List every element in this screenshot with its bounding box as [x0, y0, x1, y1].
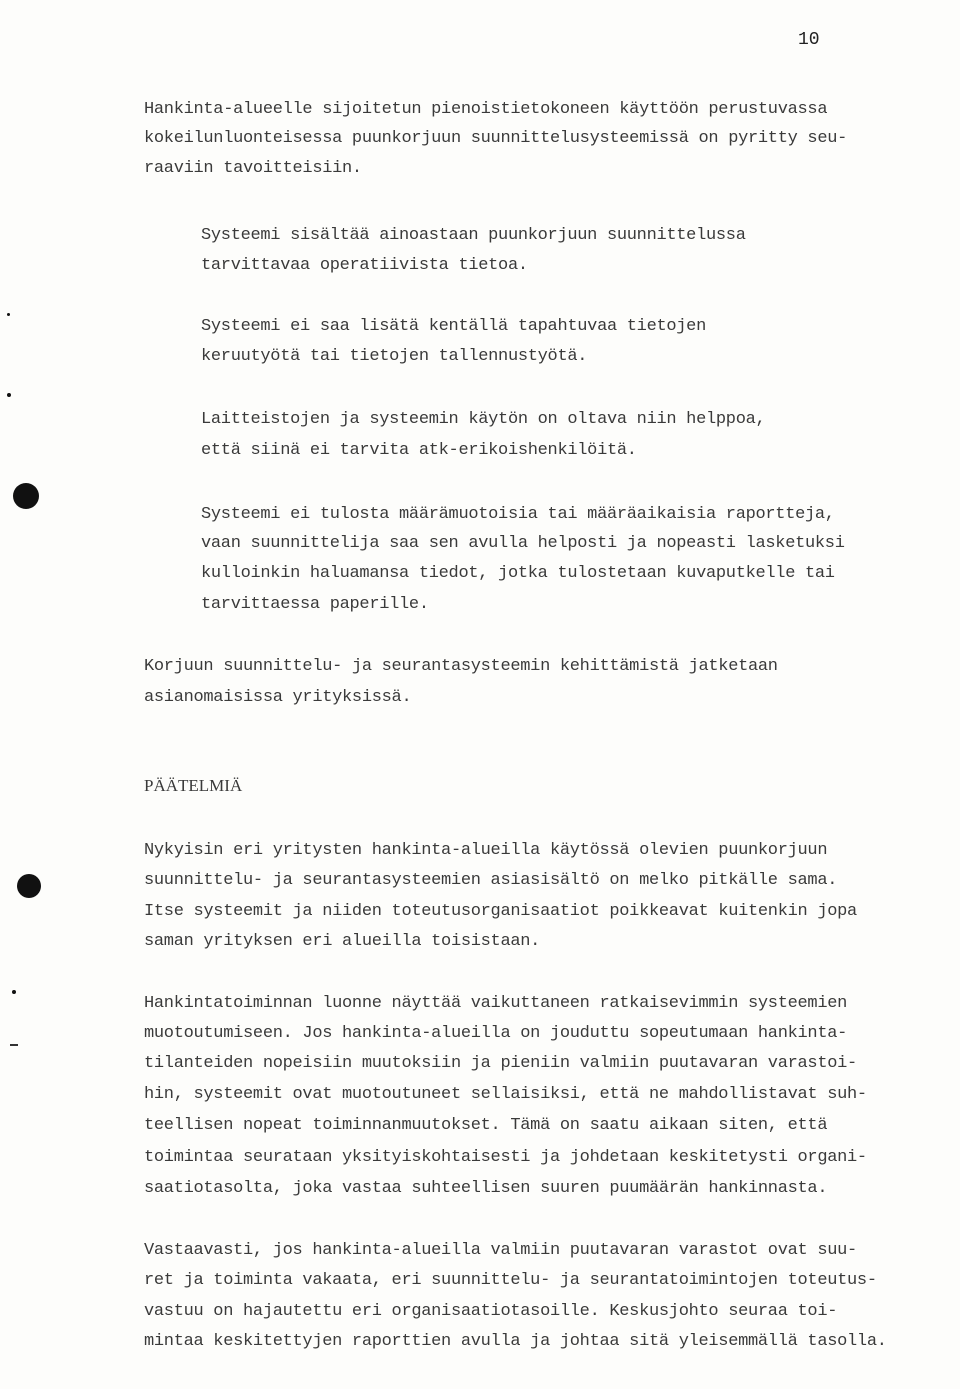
page-number: 10 [798, 30, 820, 50]
text-line: Laitteistojen ja systeemin käytön on oltava niin helppoa, [201, 410, 766, 429]
text-line: tilanteiden nopeisiin muutoksiin ja pieniin valmiin puutavaran varastoi- [144, 1054, 857, 1073]
text-line: teellisen nopeat toiminnanmuutokset. Tämä on saatu aikaan siten, että [144, 1116, 828, 1135]
text-line: Hankinta-alueelle sijoitetun pienoistietokoneen käyttöön perustuvassa [144, 100, 828, 119]
text-line: mintaa keskitettyjen raporttien avulla ja johtaa sitä yleisemmällä tasolla. [144, 1332, 887, 1351]
text-line: muotoutumiseen. Jos hankinta-alueilla on jouduttu sopeutumaan hankinta- [144, 1024, 848, 1043]
text-line: keruutyötä tai tietojen tallennustyötä. [201, 347, 588, 366]
text-line: vaan suunnittelija saa sen avulla helposti ja nopeasti lasketuksi [201, 534, 845, 553]
text-line: ret ja toiminta vakaata, eri suunnittelu- ja seurantatoimintojen toteutus- [144, 1271, 877, 1290]
scan-speck [12, 990, 16, 994]
text-line: Hankintatoiminnan luonne näyttää vaikuttaneen ratkaisevimmin systeemien [144, 994, 848, 1013]
binding-hole-top [13, 483, 39, 509]
text-line: tarvittavaa operatiivista tietoa. [201, 256, 528, 275]
text-line: hin, systeemit ovat muotoutuneet sellaisiksi, että ne mahdollistavat suh- [144, 1085, 867, 1104]
text-line: kulloinkin haluamansa tiedot, jotka tulostetaan kuvaputkelle tai [201, 564, 835, 583]
binding-hole-bottom [17, 874, 41, 898]
section-heading: PÄÄTELMIÄ [144, 776, 243, 795]
scan-speck [7, 313, 10, 316]
text-line: raaviin tavoitteisiin. [144, 159, 362, 178]
text-line: Itse systeemit ja niiden toteutusorganisaatiot poikkeavat kuitenkin jopa [144, 902, 857, 921]
text-line: Korjuun suunnittelu- ja seurantasysteemin kehittämistä jatketaan [144, 657, 778, 676]
text-line: Vastaavasti, jos hankinta-alueilla valmiin puutavaran varastot ovat suu- [144, 1241, 857, 1260]
scan-dash [10, 1044, 18, 1046]
text-line: suunnittelu- ja seurantasysteemien asiasisältö on melko pitkälle sama. [144, 871, 838, 890]
text-line: Systeemi ei saa lisätä kentällä tapahtuvaa tietojen [201, 317, 706, 336]
text-line: että siinä ei tarvita atk-erikoishenkilöitä. [201, 441, 637, 460]
text-line: Systeemi sisältää ainoastaan puunkorjuun suunnittelussa [201, 226, 746, 245]
text-line: asianomaisissa yrityksissä. [144, 688, 412, 707]
scan-speck [7, 393, 11, 397]
text-line: kokeilunluonteisessa puunkorjuun suunnittelusysteemissä on pyritty seu- [144, 129, 848, 148]
text-line: tarvittaessa paperille. [201, 595, 429, 614]
text-line: saman yrityksen eri alueilla toisistaan. [144, 932, 541, 951]
text-line: toimintaa seurataan yksityiskohtaisesti ja johdetaan keskitetysti organi- [144, 1148, 867, 1167]
text-line: vastuu on hajautettu eri organisaatiotasoille. Keskusjohto seuraa toi- [144, 1302, 838, 1321]
text-line: Systeemi ei tulosta määrämuotoisia tai määräaikaisia raportteja, [201, 505, 835, 524]
text-line: saatiotasolta, joka vastaa suhteellisen suuren puumäärän hankinnasta. [144, 1179, 828, 1198]
text-line: Nykyisin eri yritysten hankinta-alueilla käytössä olevien puunkorjuun [144, 841, 828, 860]
